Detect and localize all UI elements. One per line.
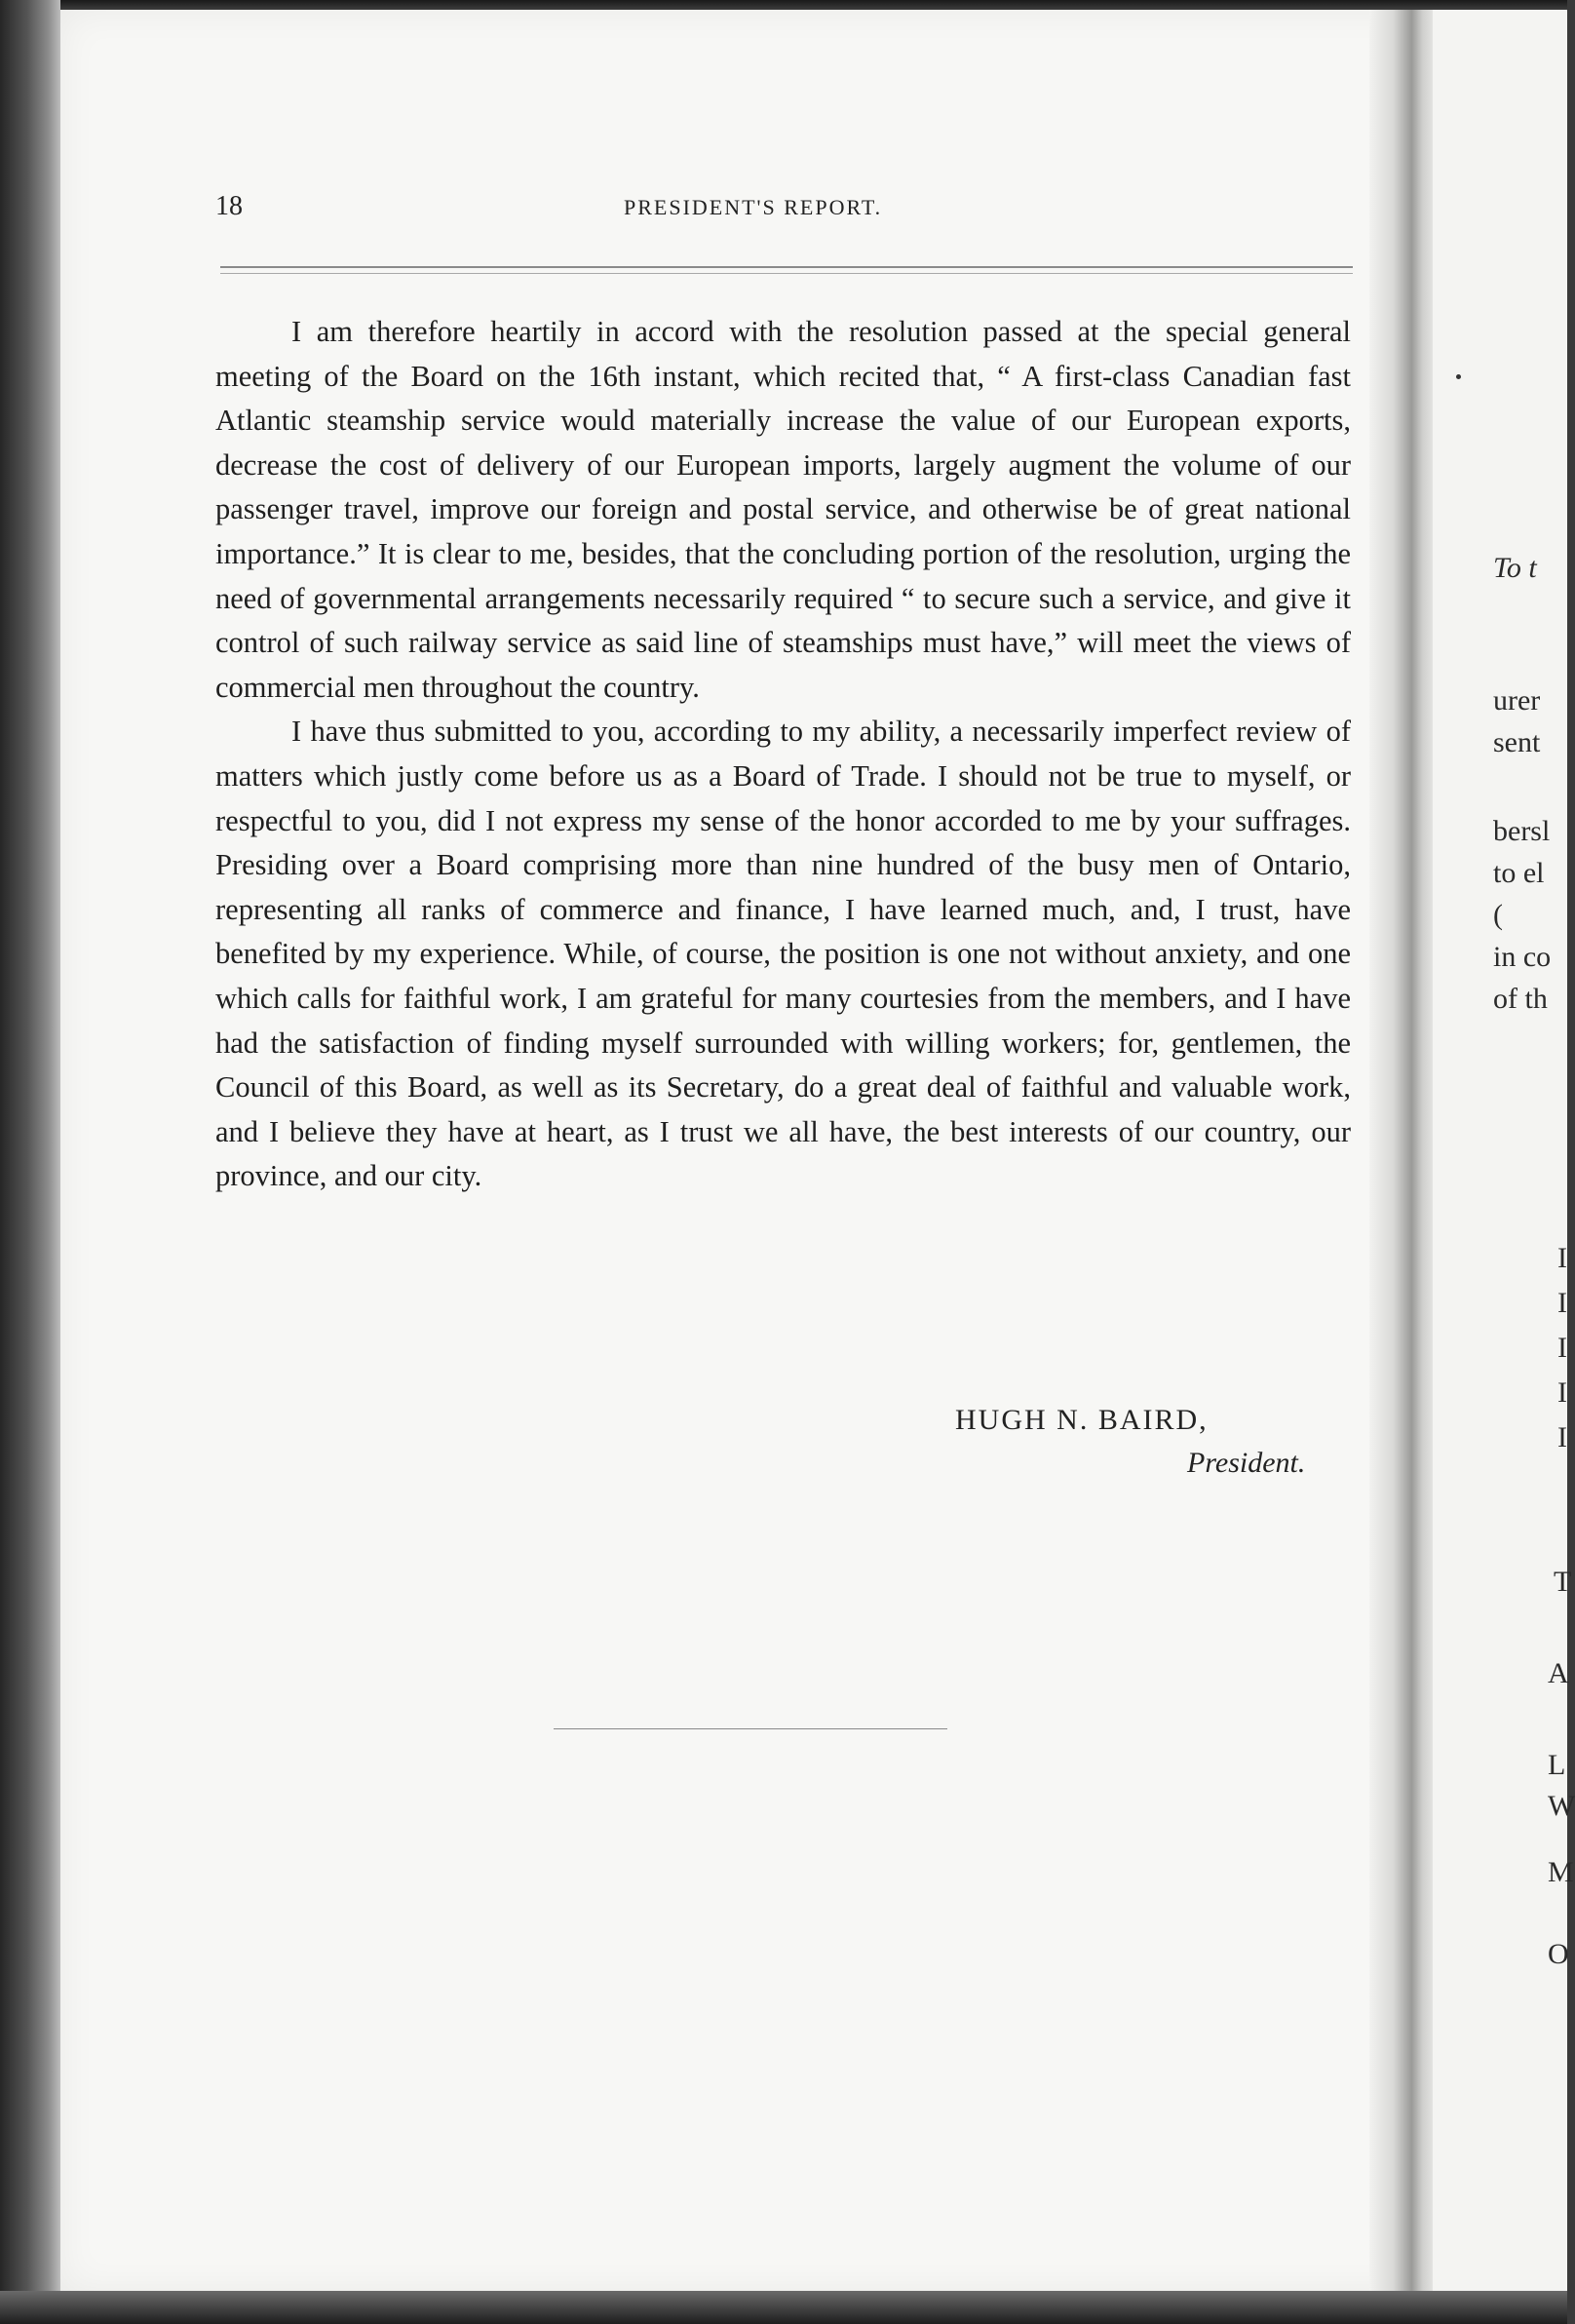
adjacent-page-text: urer [1493, 684, 1541, 717]
adjacent-page-text: I [1557, 1287, 1567, 1319]
adjacent-page-text: M [1548, 1856, 1574, 1888]
scan-border-bottom [0, 2291, 1567, 2324]
adjacent-page-edge [1433, 10, 1575, 2293]
adjacent-page-text: O [1548, 1938, 1569, 1970]
header-rule [220, 266, 1353, 268]
signature-title: President. [1187, 1447, 1306, 1479]
adjacent-page-text: bersl [1493, 815, 1551, 847]
adjacent-page-text: sent [1493, 726, 1541, 758]
signature-name: HUGH N. BAIRD, [955, 1404, 1209, 1436]
ink-speck [1456, 374, 1461, 379]
adjacent-page-text: A [1548, 1657, 1569, 1689]
book-gutter [1369, 10, 1438, 2293]
adjacent-page-text: ( [1493, 899, 1503, 931]
adjacent-page-text: T [1554, 1566, 1572, 1598]
adjacent-page-text: I [1557, 1242, 1567, 1274]
adjacent-page-text: I [1557, 1332, 1567, 1364]
page-number: 18 [215, 191, 243, 221]
header-rule-thin [220, 273, 1353, 274]
adjacent-page-text: I [1557, 1421, 1567, 1453]
report-body [215, 310, 1351, 1199]
adjacent-page-text: L [1548, 1749, 1566, 1781]
paragraph: I have thus submitted to you, according to my ability, a necessarily imperfect review of matters which justly come before us as a Board of Trade. I should not be true to myself, or respectful to you, did I not express my sense of the honor accorded to me by your suffrages. Presiding over a Board comprising more than nine hundred of the busy men of Ontario, representing all ranks of commerce and finance, I have learned much, and, I trust, have benefited by my experience. While, of course, the position is one not without anxiety, and one which calls for faithful work, I am grateful for many courtesies from the members, and I have had the satisfaction of finding myself surrounded with willing workers; for, gentlemen, the Council of this Board, as well as its Secretary, do a great deal of faithful and valuable work, and I believe they have at heart, as I trust we all have, the best interests of our country, our province, and our city. [215, 715, 1351, 1193]
closing-rule [554, 1728, 947, 1729]
running-head: PRESIDENT'S REPORT. [624, 195, 883, 219]
scan-border-left [0, 0, 60, 2324]
adjacent-page-text: in co [1493, 941, 1552, 973]
adjacent-page-text: W [1548, 1790, 1575, 1822]
adjacent-page-text: To t [1493, 552, 1537, 584]
paragraph: I am therefore heartily in accord with the resolution passed at the special general meeting of the Board on the 16th instant, which recited that, “ A first-class Canadian fast Atlantic steamship service would materially increase the value of our European exports, decrease the cost of delivery of our European imports, largely augment the volume of our passenger travel, improve our foreign and postal service, and otherwise be of great national importance.” It is clear to me, besides, that the concluding portion of the resolution, urging the need of governmental arrangements necessarily required “ to secure such a service, and give it control of such railway service as said line of steamships must have,” will meet the views of commercial men throughout the country. [215, 315, 1351, 704]
adjacent-page-text: to el [1493, 857, 1545, 889]
adjacent-page-text: of th [1493, 983, 1548, 1015]
adjacent-page-text: I [1557, 1376, 1567, 1409]
